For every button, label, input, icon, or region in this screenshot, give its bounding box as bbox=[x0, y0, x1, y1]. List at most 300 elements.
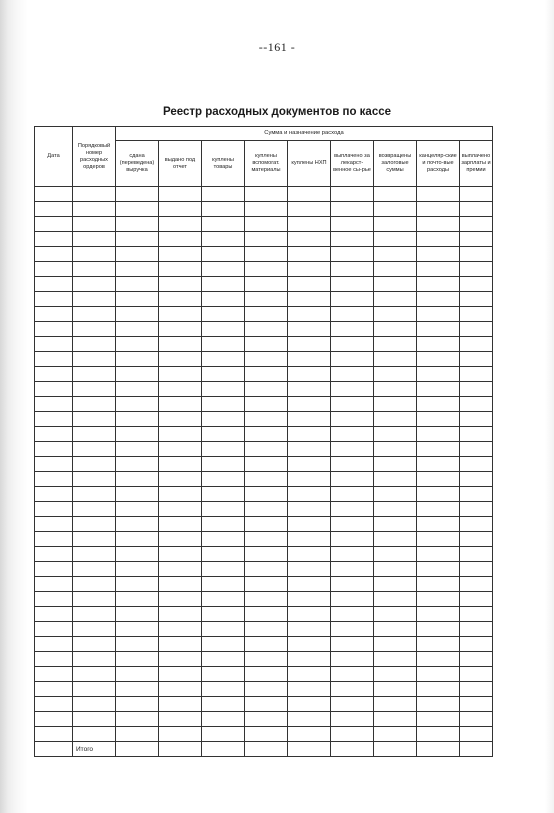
table-cell bbox=[73, 337, 116, 352]
table-cell bbox=[202, 562, 245, 577]
table-row bbox=[35, 442, 493, 457]
table-cell bbox=[202, 277, 245, 292]
table-cell bbox=[245, 397, 288, 412]
table-cell bbox=[202, 502, 245, 517]
table-row bbox=[35, 487, 493, 502]
table-cell bbox=[35, 412, 73, 427]
table-cell bbox=[331, 667, 374, 682]
table-cell bbox=[288, 562, 331, 577]
table-cell bbox=[159, 232, 202, 247]
table-cell bbox=[374, 457, 417, 472]
table-row bbox=[35, 247, 493, 262]
table-cell bbox=[374, 397, 417, 412]
table-cell bbox=[159, 247, 202, 262]
table-cell bbox=[159, 427, 202, 442]
table-cell bbox=[331, 697, 374, 712]
table-cell bbox=[417, 667, 460, 682]
table-cell bbox=[73, 322, 116, 337]
table-cell bbox=[73, 187, 116, 202]
table-cell bbox=[159, 667, 202, 682]
table-cell bbox=[374, 292, 417, 307]
table-cell bbox=[417, 352, 460, 367]
table-cell bbox=[374, 547, 417, 562]
table-cell bbox=[374, 322, 417, 337]
table-row bbox=[35, 427, 493, 442]
table-cell bbox=[159, 577, 202, 592]
table-cell bbox=[35, 487, 73, 502]
table-cell bbox=[288, 187, 331, 202]
table-cell bbox=[288, 637, 331, 652]
table-cell bbox=[245, 682, 288, 697]
total-date-cell bbox=[35, 742, 73, 757]
table-cell bbox=[331, 577, 374, 592]
table-cell bbox=[245, 217, 288, 232]
table-cell bbox=[35, 367, 73, 382]
table-cell bbox=[73, 247, 116, 262]
table-cell bbox=[417, 337, 460, 352]
table-cell bbox=[374, 202, 417, 217]
table-cell bbox=[288, 577, 331, 592]
table-cell bbox=[460, 202, 493, 217]
table-cell bbox=[331, 262, 374, 277]
table-cell bbox=[331, 607, 374, 622]
table-cell bbox=[417, 682, 460, 697]
table-cell bbox=[417, 547, 460, 562]
table-cell bbox=[202, 727, 245, 742]
table-cell bbox=[331, 622, 374, 637]
table-cell bbox=[73, 607, 116, 622]
table-cell bbox=[331, 187, 374, 202]
table-cell bbox=[245, 457, 288, 472]
table-cell bbox=[417, 577, 460, 592]
page-number: --161 - bbox=[258, 40, 296, 54]
table-cell bbox=[288, 652, 331, 667]
table-cell bbox=[417, 427, 460, 442]
table-cell bbox=[331, 307, 374, 322]
table-cell bbox=[417, 697, 460, 712]
table-cell bbox=[159, 562, 202, 577]
table-cell bbox=[374, 382, 417, 397]
table-cell bbox=[460, 487, 493, 502]
table-cell bbox=[35, 727, 73, 742]
table-cell bbox=[202, 232, 245, 247]
table-cell bbox=[417, 502, 460, 517]
table-cell bbox=[73, 307, 116, 322]
header-col-materials: куплены вспомогат. материалы bbox=[245, 141, 288, 187]
table-cell bbox=[35, 712, 73, 727]
table-cell bbox=[417, 457, 460, 472]
table-cell bbox=[116, 352, 159, 367]
table-cell bbox=[35, 622, 73, 637]
table-cell bbox=[116, 202, 159, 217]
table-cell bbox=[460, 322, 493, 337]
table-cell bbox=[35, 277, 73, 292]
table-cell bbox=[202, 322, 245, 337]
table-cell bbox=[159, 712, 202, 727]
table-cell bbox=[116, 292, 159, 307]
table-cell bbox=[374, 727, 417, 742]
table-cell bbox=[374, 427, 417, 442]
table-cell bbox=[331, 517, 374, 532]
table-cell bbox=[460, 577, 493, 592]
table-cell bbox=[288, 697, 331, 712]
table-cell bbox=[202, 382, 245, 397]
table-cell bbox=[417, 307, 460, 322]
table-cell bbox=[73, 637, 116, 652]
table-cell bbox=[460, 307, 493, 322]
table-row bbox=[35, 532, 493, 547]
table-cell bbox=[159, 697, 202, 712]
table-cell bbox=[245, 232, 288, 247]
table-cell bbox=[460, 652, 493, 667]
table-cell bbox=[35, 577, 73, 592]
table-cell bbox=[159, 337, 202, 352]
total-cell bbox=[116, 742, 159, 757]
table-row bbox=[35, 592, 493, 607]
table-cell bbox=[35, 562, 73, 577]
table-cell bbox=[331, 397, 374, 412]
table-cell bbox=[202, 517, 245, 532]
table-cell bbox=[460, 262, 493, 277]
table-cell bbox=[202, 352, 245, 367]
table-cell bbox=[73, 277, 116, 292]
table-cell bbox=[288, 682, 331, 697]
table-cell bbox=[331, 412, 374, 427]
table-row bbox=[35, 277, 493, 292]
table-cell bbox=[202, 187, 245, 202]
table-cell bbox=[374, 412, 417, 427]
table-cell bbox=[202, 307, 245, 322]
table-cell bbox=[288, 592, 331, 607]
table-cell bbox=[116, 667, 159, 682]
table-cell bbox=[116, 322, 159, 337]
table-cell bbox=[159, 367, 202, 382]
table-cell bbox=[35, 547, 73, 562]
table-row bbox=[35, 232, 493, 247]
table-cell bbox=[460, 637, 493, 652]
table-cell bbox=[288, 277, 331, 292]
total-cell bbox=[159, 742, 202, 757]
table-cell bbox=[245, 202, 288, 217]
table-cell bbox=[245, 472, 288, 487]
table-cell bbox=[35, 217, 73, 232]
table-cell bbox=[331, 457, 374, 472]
table-cell bbox=[288, 262, 331, 277]
table-cell bbox=[159, 292, 202, 307]
table-cell bbox=[35, 457, 73, 472]
table-cell bbox=[159, 652, 202, 667]
header-expense-group: Сумма и назначение расхода bbox=[116, 127, 493, 141]
table-cell bbox=[35, 292, 73, 307]
table-cell bbox=[35, 322, 73, 337]
table-cell bbox=[374, 532, 417, 547]
table-cell bbox=[288, 457, 331, 472]
table-cell bbox=[73, 517, 116, 532]
table-cell bbox=[417, 727, 460, 742]
table-cell bbox=[116, 637, 159, 652]
table-cell bbox=[202, 487, 245, 502]
table-row bbox=[35, 217, 493, 232]
table-cell bbox=[460, 247, 493, 262]
table-cell bbox=[331, 727, 374, 742]
table-cell bbox=[288, 307, 331, 322]
table-row bbox=[35, 322, 493, 337]
table-cell bbox=[116, 727, 159, 742]
table-cell bbox=[288, 532, 331, 547]
table-cell bbox=[374, 667, 417, 682]
table-cell bbox=[331, 427, 374, 442]
table-cell bbox=[35, 427, 73, 442]
table-row bbox=[35, 382, 493, 397]
total-label: Итого bbox=[73, 742, 116, 757]
table-cell bbox=[159, 217, 202, 232]
table-cell bbox=[73, 577, 116, 592]
table-cell bbox=[331, 217, 374, 232]
table-row bbox=[35, 337, 493, 352]
table-cell bbox=[288, 202, 331, 217]
table-cell bbox=[331, 532, 374, 547]
table-cell bbox=[245, 352, 288, 367]
table-cell bbox=[331, 367, 374, 382]
table-cell bbox=[374, 517, 417, 532]
total-cell bbox=[460, 742, 493, 757]
table-cell bbox=[116, 187, 159, 202]
table-cell bbox=[460, 547, 493, 562]
table-cell bbox=[159, 487, 202, 502]
table-cell bbox=[417, 472, 460, 487]
table-cell bbox=[374, 502, 417, 517]
table-cell bbox=[374, 652, 417, 667]
table-cell bbox=[331, 232, 374, 247]
table-cell bbox=[159, 457, 202, 472]
table-cell bbox=[288, 322, 331, 337]
table-row bbox=[35, 187, 493, 202]
table-cell bbox=[73, 487, 116, 502]
table-cell bbox=[374, 487, 417, 502]
table-cell bbox=[73, 532, 116, 547]
table-cell bbox=[73, 442, 116, 457]
table-cell bbox=[73, 412, 116, 427]
table-cell bbox=[116, 532, 159, 547]
table-cell bbox=[460, 667, 493, 682]
table-cell bbox=[374, 712, 417, 727]
total-cell bbox=[288, 742, 331, 757]
table-cell bbox=[159, 637, 202, 652]
table-cell bbox=[460, 217, 493, 232]
table-cell bbox=[245, 247, 288, 262]
table-cell bbox=[159, 622, 202, 637]
table-cell bbox=[159, 187, 202, 202]
table-cell bbox=[35, 667, 73, 682]
table-cell bbox=[288, 607, 331, 622]
table-row bbox=[35, 412, 493, 427]
table-cell bbox=[35, 472, 73, 487]
table-cell bbox=[245, 487, 288, 502]
table-cell bbox=[245, 727, 288, 742]
table-cell bbox=[35, 607, 73, 622]
header-col-advance: выдано под отчет bbox=[159, 141, 202, 187]
table-cell bbox=[116, 607, 159, 622]
table-cell bbox=[288, 502, 331, 517]
table-cell bbox=[374, 367, 417, 382]
table-cell bbox=[73, 217, 116, 232]
table-cell bbox=[460, 502, 493, 517]
table-row bbox=[35, 682, 493, 697]
header-col-revenue: сдана (переведена) выручка bbox=[116, 141, 159, 187]
table-cell bbox=[35, 652, 73, 667]
table-cell bbox=[35, 337, 73, 352]
table-row bbox=[35, 637, 493, 652]
table-row bbox=[35, 652, 493, 667]
table-cell bbox=[331, 247, 374, 262]
table-cell bbox=[460, 562, 493, 577]
expense-register-table bbox=[34, 126, 493, 757]
table-cell bbox=[202, 202, 245, 217]
table-cell bbox=[202, 457, 245, 472]
table-cell bbox=[35, 637, 73, 652]
table-cell bbox=[245, 532, 288, 547]
table-cell bbox=[202, 697, 245, 712]
table-cell bbox=[116, 217, 159, 232]
table-row bbox=[35, 562, 493, 577]
table-cell bbox=[73, 562, 116, 577]
table-cell bbox=[35, 502, 73, 517]
table-cell bbox=[460, 337, 493, 352]
table-cell bbox=[245, 652, 288, 667]
table-cell bbox=[417, 652, 460, 667]
table-cell bbox=[245, 442, 288, 457]
table-cell bbox=[288, 292, 331, 307]
table-cell bbox=[460, 472, 493, 487]
table-cell bbox=[460, 607, 493, 622]
total-cell bbox=[374, 742, 417, 757]
table-cell bbox=[73, 472, 116, 487]
table-row bbox=[35, 622, 493, 637]
table-cell bbox=[374, 472, 417, 487]
table-cell bbox=[116, 517, 159, 532]
table-cell bbox=[374, 337, 417, 352]
table-cell bbox=[374, 442, 417, 457]
table-cell bbox=[73, 622, 116, 637]
table-cell bbox=[245, 607, 288, 622]
table-cell bbox=[245, 562, 288, 577]
table-cell bbox=[288, 397, 331, 412]
table-cell bbox=[159, 532, 202, 547]
table-cell bbox=[202, 217, 245, 232]
table-cell bbox=[417, 607, 460, 622]
table-cell bbox=[202, 247, 245, 262]
table-cell bbox=[116, 247, 159, 262]
table-cell bbox=[245, 697, 288, 712]
table-cell bbox=[73, 397, 116, 412]
table-cell bbox=[159, 202, 202, 217]
table-cell bbox=[460, 592, 493, 607]
table-cell bbox=[331, 292, 374, 307]
table-cell bbox=[202, 412, 245, 427]
table-cell bbox=[35, 307, 73, 322]
table-cell bbox=[202, 472, 245, 487]
table-cell bbox=[374, 607, 417, 622]
table-cell bbox=[116, 232, 159, 247]
table-cell bbox=[35, 187, 73, 202]
table-cell bbox=[73, 667, 116, 682]
table-cell bbox=[417, 322, 460, 337]
table-cell bbox=[202, 262, 245, 277]
header-order-number: Порядковый номер расходных ордеров bbox=[73, 127, 116, 187]
table-cell bbox=[159, 412, 202, 427]
table-cell bbox=[116, 262, 159, 277]
table-cell bbox=[288, 547, 331, 562]
table-row bbox=[35, 202, 493, 217]
table-cell bbox=[245, 367, 288, 382]
table-cell bbox=[116, 367, 159, 382]
table-cell bbox=[35, 262, 73, 277]
total-cell bbox=[245, 742, 288, 757]
table-cell bbox=[73, 592, 116, 607]
table-cell bbox=[331, 682, 374, 697]
table-cell bbox=[417, 442, 460, 457]
table-cell bbox=[288, 412, 331, 427]
table-cell bbox=[35, 247, 73, 262]
table-cell bbox=[202, 547, 245, 562]
table-cell bbox=[417, 592, 460, 607]
table-cell bbox=[245, 502, 288, 517]
table-cell bbox=[35, 397, 73, 412]
table-cell bbox=[417, 487, 460, 502]
table-cell bbox=[73, 352, 116, 367]
table-cell bbox=[331, 442, 374, 457]
total-cell bbox=[202, 742, 245, 757]
table-cell bbox=[331, 202, 374, 217]
table-cell bbox=[116, 412, 159, 427]
table-cell bbox=[245, 322, 288, 337]
table-cell bbox=[460, 397, 493, 412]
table-row bbox=[35, 367, 493, 382]
table-cell bbox=[460, 277, 493, 292]
table-cell bbox=[331, 337, 374, 352]
table-cell bbox=[116, 592, 159, 607]
table-row bbox=[35, 517, 493, 532]
table-cell bbox=[288, 352, 331, 367]
table-cell bbox=[460, 712, 493, 727]
table-cell bbox=[288, 232, 331, 247]
table-cell bbox=[417, 412, 460, 427]
table-cell bbox=[331, 712, 374, 727]
table-cell bbox=[73, 202, 116, 217]
table-cell bbox=[460, 622, 493, 637]
table-cell bbox=[417, 532, 460, 547]
table-cell bbox=[245, 337, 288, 352]
table-cell bbox=[245, 292, 288, 307]
header-row-group bbox=[35, 127, 493, 141]
table-cell bbox=[202, 577, 245, 592]
table-cell bbox=[460, 427, 493, 442]
table-cell bbox=[245, 382, 288, 397]
table-cell bbox=[460, 232, 493, 247]
table-row bbox=[35, 712, 493, 727]
table-cell bbox=[374, 622, 417, 637]
table-cell bbox=[35, 697, 73, 712]
table-cell bbox=[116, 652, 159, 667]
table-cell bbox=[288, 487, 331, 502]
table-cell bbox=[417, 262, 460, 277]
table-cell bbox=[331, 382, 374, 397]
table-cell bbox=[417, 187, 460, 202]
table-cell bbox=[245, 427, 288, 442]
table-cell bbox=[202, 712, 245, 727]
table-cell bbox=[288, 622, 331, 637]
header-col-nhp: куплены НХП bbox=[288, 141, 331, 187]
